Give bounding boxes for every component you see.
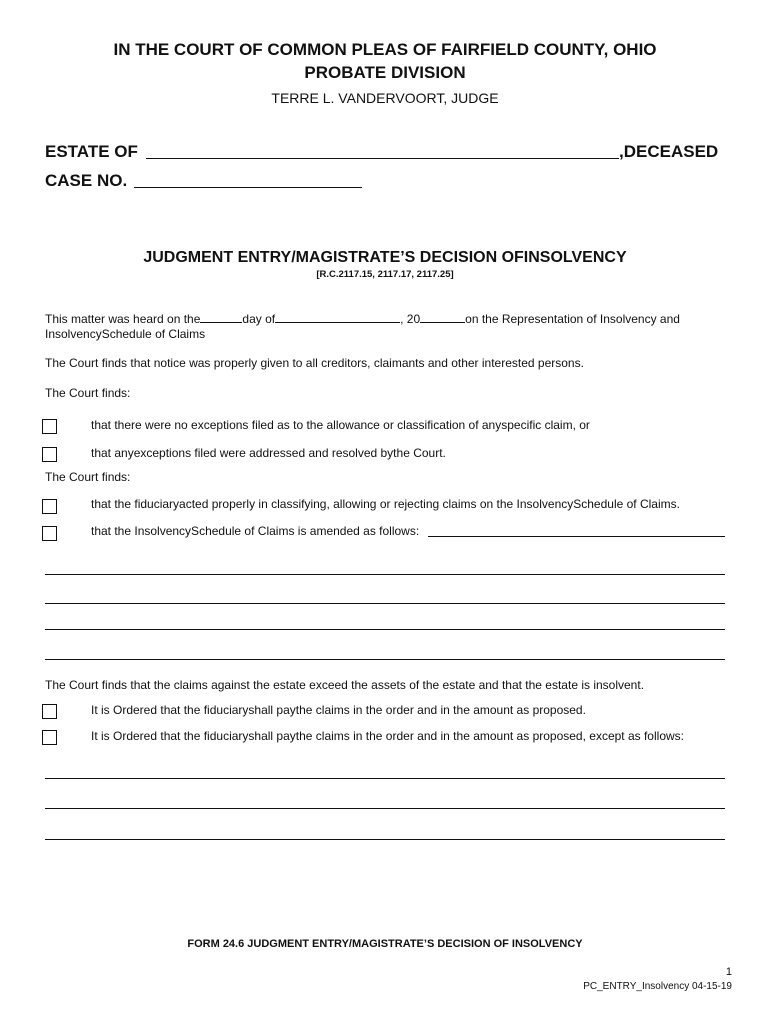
hearing-sentence: This matter was heard on the day of , 20 on the Representation of Insolvency and xyxy=(45,312,680,326)
exceptions-resolved-text: that anyexceptions filed were addressed and resolved bythe Court. xyxy=(91,446,446,460)
amendment-line-4[interactable] xyxy=(45,659,725,660)
pay-as-proposed-checkbox[interactable] xyxy=(42,704,57,719)
hearing-year-field[interactable] xyxy=(420,312,465,323)
court-name: IN THE COURT OF COMMON PLEAS OF FAIRFIELD COUNTY, OHIO xyxy=(113,40,657,59)
exceptions-resolved-checkbox[interactable] xyxy=(42,447,57,462)
page-number: 1 xyxy=(725,966,732,978)
pay-except-text: It is Ordered that the fiduciaryshall paythe claims in the order and in the amount as proposed, except as follows: xyxy=(91,729,684,743)
amendment-field[interactable] xyxy=(428,536,725,537)
exception-line-2[interactable] xyxy=(45,808,725,809)
pay-except-checkbox[interactable] xyxy=(42,730,57,745)
form-title-footer: FORM 24.6 JUDGMENT ENTRY/MAGISTRATE’S DECISION OF INSOLVENCY xyxy=(187,938,583,950)
deceased-label: ,DECEASED xyxy=(619,142,719,161)
hearing-day-field[interactable] xyxy=(200,312,242,323)
hearing-month-field[interactable] xyxy=(275,312,400,323)
amendment-line-2[interactable] xyxy=(45,603,725,604)
case-number-field[interactable] xyxy=(134,187,362,188)
insolvency-finding: The Court finds that the claims against the estate exceed the assets of the estate and that the estate is insolvent. xyxy=(45,678,645,692)
judge-name: TERRE L. VANDERVOORT, JUDGE xyxy=(271,90,499,106)
estate-name-field[interactable] xyxy=(146,158,619,159)
exception-line-1[interactable] xyxy=(45,778,725,779)
division-name: PROBATE DIVISION xyxy=(304,63,466,82)
exception-line-3[interactable] xyxy=(45,839,725,840)
form-code: PC_ENTRY_Insolvency 04-15-19 xyxy=(583,981,732,992)
schedule-amended-checkbox[interactable] xyxy=(42,526,57,541)
hearing-sentence-cont: InsolvencySchedule of Claims xyxy=(45,327,206,341)
fiduciary-proper-text: that the fiduciaryacted properly in classifying, allowing or rejecting claims on the InsolvencySchedule of Claims. xyxy=(91,497,680,511)
no-exceptions-text: that there were no exceptions filed as to the allowance or classification of anyspecific claim, or xyxy=(91,418,590,432)
schedule-amended-text: that the InsolvencySchedule of Claims is amended as follows: xyxy=(91,524,420,538)
court-finds-label: The Court finds: xyxy=(45,386,131,400)
no-exceptions-checkbox[interactable] xyxy=(42,419,57,434)
case-number-label: CASE NO. xyxy=(45,171,128,190)
estate-label: ESTATE OF xyxy=(45,142,138,161)
notice-finding: The Court finds that notice was properly given to all creditors, claimants and other interested persons. xyxy=(45,356,584,370)
amendment-line-3[interactable] xyxy=(45,629,725,630)
court-finds-label-2: The Court finds: xyxy=(45,470,131,484)
statute-citation: [R.C.2117.15, 2117.17, 2117.25] xyxy=(316,269,454,280)
pay-as-proposed-text: It is Ordered that the fiduciaryshall paythe claims in the order and in the amount as proposed. xyxy=(91,703,586,717)
amendment-line-1[interactable] xyxy=(45,574,725,575)
document-title: JUDGMENT ENTRY/MAGISTRATE’S DECISION OFINSOLVENCY xyxy=(143,249,627,266)
fiduciary-proper-checkbox[interactable] xyxy=(42,499,57,514)
